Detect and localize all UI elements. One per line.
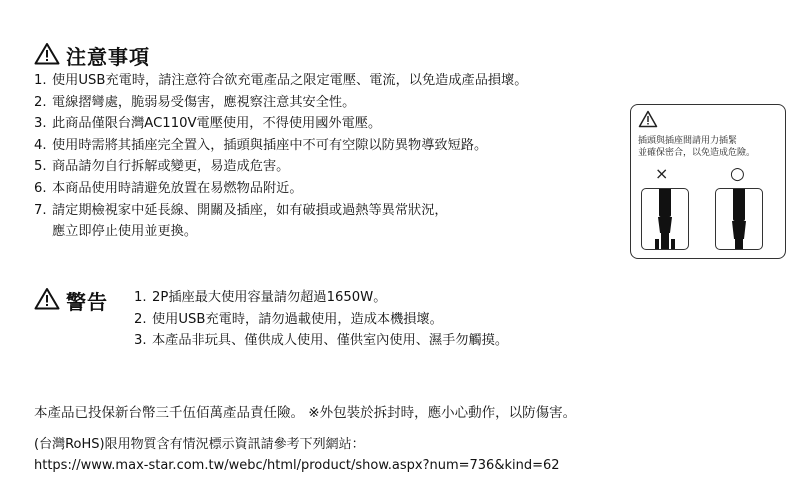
list-item: 2. 使用USB充電時，請勿過載使用，造成本機損壞。	[134, 311, 443, 327]
list-item: 6. 本商品使用時請避免放置在易燃物品附近。	[34, 180, 303, 196]
warning-triangle-icon	[34, 42, 60, 69]
warning-triangle-icon	[638, 110, 658, 132]
loose-plug-socket	[641, 188, 689, 250]
inserted-plug-socket	[715, 188, 763, 250]
list-item: 2. 電線摺彎處，脆弱易受傷害，應視察注意其安全性。	[34, 94, 356, 110]
list-item: 3. 本產品非玩具、僅供成人使用、僅供室內使用、濕手勿觸摸。	[134, 333, 509, 349]
plug-diagram	[630, 104, 786, 259]
list-item: 1. 使用USB充電時，請注意符合欲充電產品之限定電壓、電流，以免造成產品損壞。	[34, 73, 528, 88]
rohs-url: https://www.max-star.com.tw/webc/html/product/show.aspx?num=736&kind=62	[34, 458, 560, 473]
plug-note: 插頭與插座間請用力插緊 並確保密合，以免造成危險。	[638, 136, 756, 158]
list-item-continuation: 應立即停止使用並更換。	[52, 224, 198, 240]
notice-title: 注意事項	[66, 45, 150, 69]
warning-heading	[34, 286, 108, 315]
list-item: 5. 商品請勿自行拆解或變更，易造成危害。	[34, 159, 290, 175]
insurance-statement: 本產品已投保新台幣三千伍佰萬產品責任險。 ※外包裝於拆封時，應小心動作，以防傷害。	[34, 405, 577, 421]
right-mark: ○	[730, 164, 745, 184]
loose-plug-icon	[642, 189, 688, 249]
rohs-info	[34, 434, 560, 476]
list-item: 7. 請定期檢視家中延長線、開關及插座，如有破損或過熱等異常狀況，	[34, 202, 448, 218]
rohs-text: (台灣RoHS)限用物質含有情況標示資訊請參考下列網站：	[34, 437, 365, 452]
list-item: 1. 2P插座最大使用容量請勿超過1650W。	[134, 290, 387, 305]
wrong-mark: ×	[655, 164, 669, 183]
notice-heading	[34, 41, 150, 70]
inserted-plug-icon	[716, 189, 762, 249]
warning-list	[134, 287, 508, 352]
notice-list	[34, 70, 527, 243]
list-item: 3. 此商品僅限台灣AC110V電壓使用，不得使用國外電壓。	[34, 116, 382, 132]
list-item: 4. 使用時需將其插座完全置入，插頭與插座中不可有空隙以防異物導致短路。	[34, 137, 488, 153]
warning-triangle-icon	[34, 287, 60, 314]
warning-title: 警告	[66, 290, 108, 314]
